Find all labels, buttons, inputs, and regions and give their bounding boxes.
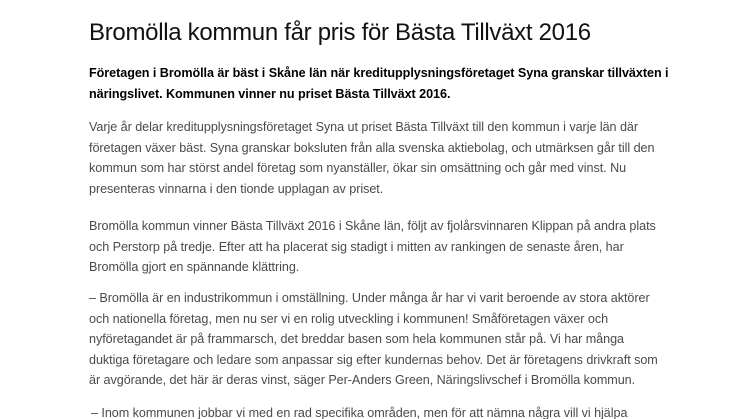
paragraph-line: är avgörande, det här är deras vinst, säger Per-Anders Green, Näringslivschef i Bromölla kommun. — [89, 373, 636, 387]
paragraph-line: och Perstorp på tredje. Efter att ha placerat sig stadigt i mitten av rankingen de senaste åren, har — [89, 239, 624, 254]
lead-line: näringslivet. Kommunen vinner nu priset Bästa Tillväxt 2016. — [89, 86, 451, 101]
article-title: Bromölla kommun får pris för Bästa Tillväxt 2016 — [89, 19, 591, 46]
paragraph-line: duktiga företagare och ledare som anpassar sig efter kundernas behov. Det är företagens drivkraft som — [89, 352, 658, 367]
paragraph-line: Bromölla gjort en spännande klättring. — [89, 260, 300, 274]
paragraph-1 — [89, 117, 669, 199]
paragraph-line: – Bromölla är en industrikommun i omställning. Under många år har vi varit beroende av stora aktörer — [89, 291, 650, 305]
paragraph-3-quote — [89, 288, 669, 391]
paragraph-4-quote — [91, 403, 671, 419]
paragraph-2 — [89, 216, 669, 278]
paragraph-line: nyföretagandet är på frammarsch, det breddar basen som hela kommunen står på. Vi har många — [89, 332, 624, 346]
article-lead — [89, 63, 669, 104]
lead-line: Företagen i Bromölla är bäst i Skåne län när kreditupplysningsföretaget Syna granskar tillväxten i — [89, 66, 669, 80]
paragraph-line: företagen växer bäst. Syna granskar boksluten från alla svenska aktiebolag, och utmärksen går till den — [89, 140, 655, 155]
paragraph-line: kommun som har störst andel företag som nyanställer, ökar sin omsättning och går med vinst. Nu — [89, 161, 627, 175]
paragraph-line: presenteras vinnarna i den tionde upplagan av priset. — [89, 181, 384, 196]
paragraph-line: – Inom kommunen jobbar vi med en rad specifika områden, men för att nämna några vill vi hjälpa — [91, 406, 628, 419]
paragraph-line: och nationella företag, men nu ser vi en rolig utveckling i kommunen! Småföretagen växer och — [89, 311, 609, 326]
paragraph-line: Varje år delar kreditupplysningsföretaget Syna ut priset Bästa Tillväxt till den kommun i varje län där — [89, 120, 639, 134]
paragraph-line: Bromölla kommun vinner Bästa Tillväxt 2016 i Skåne län, följt av fjolårsvinnaren Klippan på andra plats — [89, 219, 656, 233]
